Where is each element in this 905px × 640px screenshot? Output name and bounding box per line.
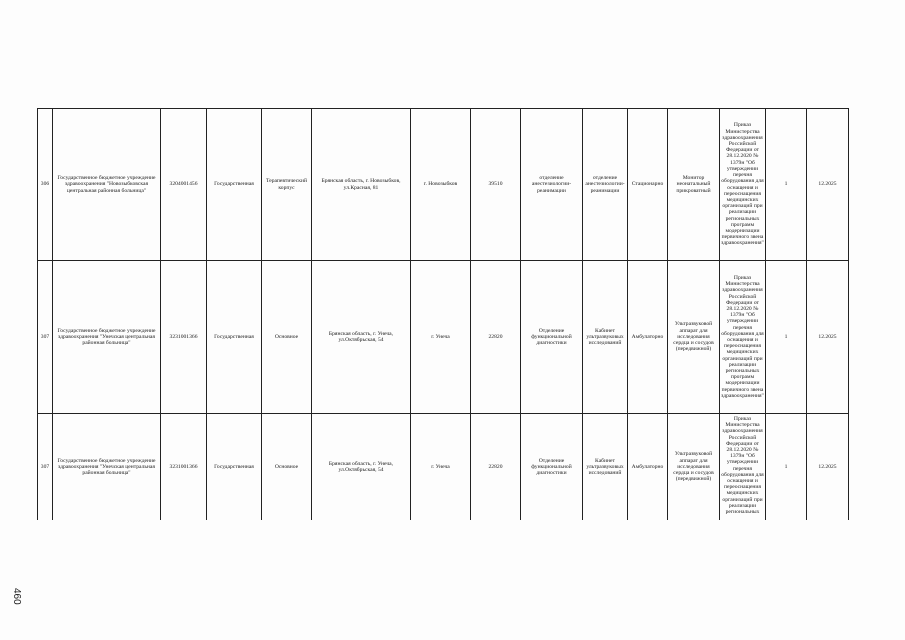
table-row <box>38 261 849 414</box>
organization-name: Государственное бюджетное учреждение здравоохранения "Унечская центральная районная больница" <box>53 414 161 521</box>
delivery-date: 12.2025 <box>807 109 849 261</box>
population: 22820 <box>471 261 521 414</box>
room: Кабинет ультразвуковых исследований <box>583 414 628 521</box>
ownership-form: Государственная <box>207 414 262 521</box>
row-number: 306 <box>38 109 53 261</box>
table-row <box>38 414 849 521</box>
settlement: г. Унеча <box>411 414 471 521</box>
population: 39510 <box>471 109 521 261</box>
quantity: 1 <box>766 414 807 521</box>
building-name: Терапевтический корпус <box>262 109 312 261</box>
building-name: Основное <box>262 261 312 414</box>
quantity: 1 <box>766 261 807 414</box>
inn-value: 3204001456 <box>161 109 207 261</box>
row-number: 307 <box>38 414 53 521</box>
ownership-form: Государственная <box>207 261 262 414</box>
settlement: г. Новозыбков <box>411 109 471 261</box>
department: отделение анестезиологии-реанимации <box>521 109 583 261</box>
organization-name: Государственное бюджетное учреждение здравоохранения "Новозыбковская центральная районная больница" <box>53 109 161 261</box>
equipment-name: Монитор неонатальный прикроватный <box>668 109 720 261</box>
building-name: Основное <box>262 414 312 521</box>
population: 22820 <box>471 414 521 521</box>
room: Кабинет ультразвуковых исследований <box>583 261 628 414</box>
equipment-name: Ультразвуковой аппарат для исследования сердца и сосудов (передвижной) <box>668 414 720 521</box>
department: Отделение функциональной диагностики <box>521 261 583 414</box>
equipment-name: Ультразвуковой аппарат для исследования сердца и сосудов (передвижной) <box>668 261 720 414</box>
care-type: Амбулаторно <box>628 261 668 414</box>
ownership-form: Государственная <box>207 109 262 261</box>
department: Отделение функциональной диагностики <box>521 414 583 521</box>
delivery-date: 12.2025 <box>807 414 849 521</box>
address: Брянская область, г. Унеча, ул.Октябрьская, 54 <box>312 414 411 521</box>
table-row <box>38 109 849 261</box>
settlement: г. Унеча <box>411 261 471 414</box>
care-type: Амбулаторно <box>628 414 668 521</box>
quantity: 1 <box>766 109 807 261</box>
care-type: Стационарно <box>628 109 668 261</box>
row-number: 307 <box>38 261 53 414</box>
address: Брянская область, г. Унеча, ул.Октябрьская, 54 <box>312 261 411 414</box>
delivery-date: 12.2025 <box>807 261 849 414</box>
inn-value: 3231001366 <box>161 261 207 414</box>
equipment-table <box>37 108 849 520</box>
room: отделение анестезиологии-реанимации <box>583 109 628 261</box>
legal-document: Приказ Министерства здравоохранения Российской Федерации от 28.12.2020 № 1379н "Об утверждении перечня оборудования для оснащения и переоснащения медицинских организаций при реализации региональных программ модернизации первичного звена здравоохранения" <box>720 109 766 261</box>
legal-document-text: Приказ Министерства здравоохранения Российской Федерации от 28.12.2020 № 1379н "Об утверждении перечня оборудования для оснащения и переоснащения медицинских организаций при реализации региональных <box>721 416 764 516</box>
organization-name: Государственное бюджетное учреждение здравоохранения "Унечская центральная районная больница" <box>53 261 161 414</box>
legal-document <box>720 414 766 521</box>
legal-document: Приказ Министерства здравоохранения Российской Федерации от 28.12.2020 № 1379н "Об утверждении перечня оборудования для оснащения и переоснащения медицинских организаций при реализации региональных программ модернизации первичного звена здравоохранения" <box>720 261 766 414</box>
inn-value: 3231001366 <box>161 414 207 521</box>
address: Брянская область, г. Новозыбков, ул.Красная, 81 <box>312 109 411 261</box>
page-number: 460 <box>11 588 22 605</box>
